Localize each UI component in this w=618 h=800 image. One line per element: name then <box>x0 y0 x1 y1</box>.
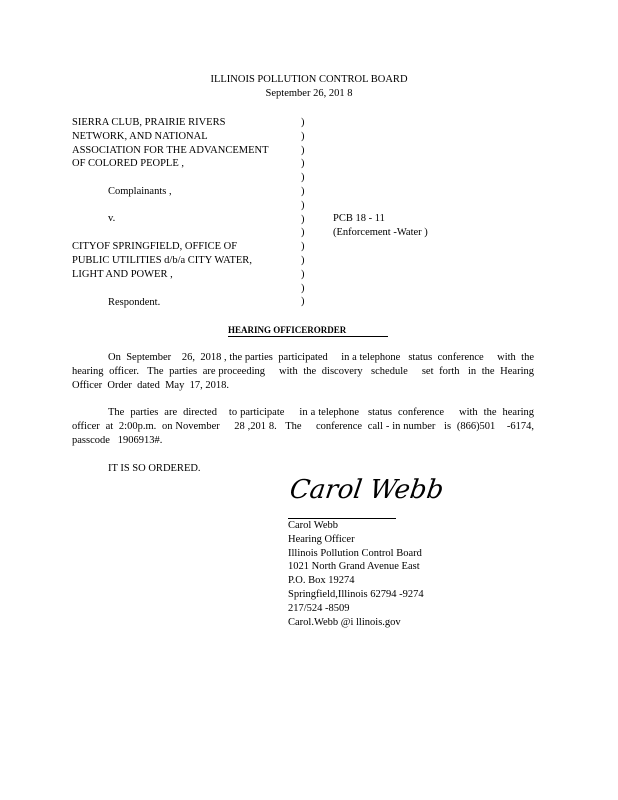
respondent-line: PUBLIC UTILITIES d/b/a CITY WATER, <box>72 255 252 266</box>
signature-block <box>288 519 424 629</box>
paren: ) <box>301 185 305 197</box>
signature-line-text: Springfield,Illinois 62794 -9274 <box>288 588 424 600</box>
paren: ) <box>301 144 305 156</box>
order-paragraph-2: The parties are directed to participate in a telephone status conference with the hearing officer at 2:00p.m. on November 28 ,201 8. The conference call - in number is (866)501 -6174, passcode 1906913#. <box>72 407 540 446</box>
complainant-line: ASSOCIATION FOR THE ADVANCEMENT <box>72 144 269 156</box>
versus: v. <box>108 213 116 224</box>
signature-line-text: Carol.Webb @i llinois.gov <box>288 616 401 628</box>
paren: ) <box>301 130 305 142</box>
order-paragraph-1: On September 26, 2018 , the parties participated in a telephone status conference with the hearing officer. The parties are proceeding with the discovery schedule set forth in the Hearing Officer Order dated May 17, 2018. <box>72 352 540 391</box>
order-date: September 26, 201 8 <box>265 88 353 99</box>
paren: ) <box>301 241 305 253</box>
handwritten-signature: Carol Webb <box>287 475 446 505</box>
board-title: ILLINOIS POLLUTION CONTROL BOARD <box>210 74 408 85</box>
heading-underline <box>228 336 388 337</box>
paren: ) <box>301 254 305 266</box>
respondent-line: CITYOF SPRINGFIELD, OFFICE OF <box>72 241 238 252</box>
paren: ) <box>301 199 305 211</box>
complainant-line: OF COLORED PEOPLE , <box>72 158 185 170</box>
respondent-line: LIGHT AND POWER , <box>72 269 173 280</box>
closing: IT IS SO ORDERED. <box>108 463 201 474</box>
complainants-label: Complainants , <box>108 186 172 197</box>
signature-line-text: Illinois Pollution Control Board <box>288 547 422 559</box>
order-heading: HEARING OFFICERORDER <box>228 325 347 335</box>
signature-line-text: Carol Webb <box>288 520 338 531</box>
paren: ) <box>301 117 305 128</box>
paren: ) <box>301 296 305 308</box>
paren: ) <box>301 158 305 170</box>
paren: ) <box>301 282 305 294</box>
signature-line-text: 217/524 -8509 <box>288 602 350 614</box>
case-number: PCB 18 - 11 <box>333 213 385 224</box>
complainant-line: NETWORK, AND NATIONAL <box>72 130 208 142</box>
paren: ) <box>301 213 305 225</box>
respondent-label: Respondent. <box>108 297 161 308</box>
case-caption <box>72 116 284 171</box>
paren: ) <box>301 227 305 239</box>
signature-line-text: Hearing Officer <box>288 533 355 545</box>
paren: ) <box>301 172 305 184</box>
case-type: (Enforcement -Water ) <box>333 227 428 238</box>
signature-line-text: 1021 North Grand Avenue East <box>288 561 420 573</box>
signature-line-text: P.O. Box 19274 <box>288 575 355 587</box>
complainant-line: SIERRA CLUB, PRAIRIE RIVERS <box>72 117 226 128</box>
caption-parens <box>301 116 311 309</box>
paren: ) <box>301 268 305 280</box>
